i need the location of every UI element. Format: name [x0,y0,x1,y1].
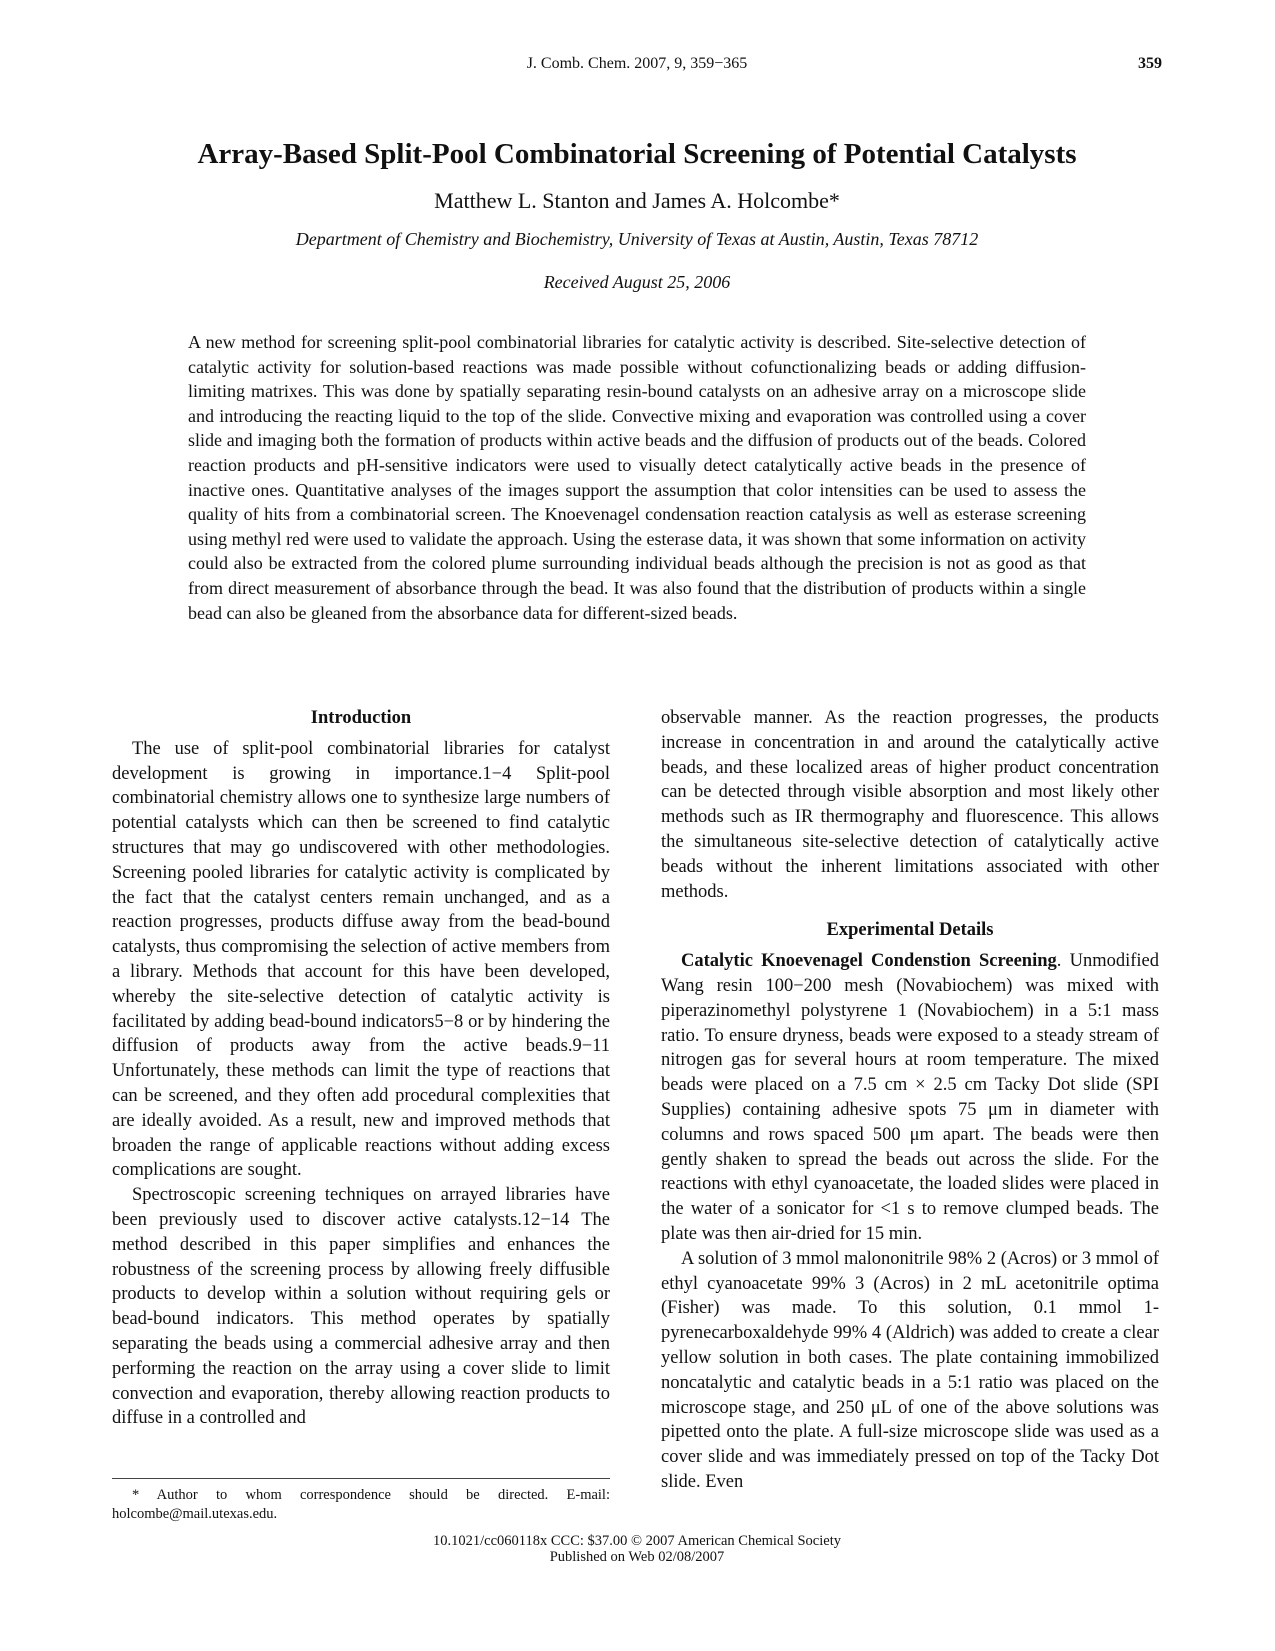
received-date: Received August 25, 2006 [543,272,731,292]
experimental-paragraph-2: A solution of 3 mmol malononitrile 98% 2 (Acros) or 3 mmol of ethyl cyanoacetate 99% 3 (Acros) in 2 mL acetonitrile optima (Fisher) was made. To this solution, 0.1 mmol 1-pyrenecarboxaldehyde 99% 4 (Aldrich) was added to create a clear yellow solution in both cases. The plate containing immobilized noncatalytic and catalytic beads in a 5:1 ratio was placed on the microscope stage, and 250 μL of one of the above solutions was pipetted onto the plate. A full-size microscope slide was used as a cover slide and was immediately pressed on top of the Tacky Dot slide. Even [661,1248,1159,1492]
introduction-paragraph-1: The use of split-pool combinatorial libraries for catalyst development is growing in importance.1−4 Split-pool combinatorial chemistry allows one to synthesize large numbers of potential catalysts which can then be screened to find catalytic structures that may go undiscovered with other methodologies. Screening pooled libraries for catalytic activity is complicated by the fact that the catalyst centers remain unchanged, and as a reaction progresses, products diffuse away from the bead-bound catalysts, thus compromising the selection of active members from a library. Methods that account for this have been developed, whereby the site-selective detection of catalytic activity is facilitated by adding bead-bound indicators5−8 or by hindering the diffusion of products away from the active beads.9−11 Unfortunately, these methods can limit the type of reactions that can be screened, and they often add procedural complexities that are ideally avoided. As a result, new and improved methods that broaden the range of applicable reactions without adding excess complications are sought. [112,738,610,1181]
article-authors: Matthew L. Stanton and James A. Holcombe* [434,188,840,213]
experimental-paragraph-1-text: . Unmodified Wang resin 100−200 mesh (Novabiochem) was mixed with piperazinomethyl polystyrene 1 (Novabiochem) in a 5:1 mass ratio. To ensure dryness, beads were exposed to a steady stream of nitrogen gas for several hours at room temperature. The mixed beads were placed on a 7.5 cm × 2.5 cm Tacky Dot slide (SPI Supplies) containing adhesive spots 75 μm in diameter with columns and rows spaced 500 μm apart. The beads were then gently shaken to spread the beads out across the slide. For the reactions with ethyl cyanoacetate, the loaded slides were placed in the water of a sonicator for <1 s to remove clumped beads. The plate was then air-dried for 15 min. [661,951,1159,1244]
journal-citation: J. Comb. Chem. 2007, 9, 359−365 [526,55,748,72]
right-column [661,706,1159,1495]
article-title: Array-Based Split-Pool Combinatorial Screening of Potential Catalysts [197,138,1077,170]
introduction-paragraph-2-continued: observable manner. As the reaction progresses, the products increase in concentration in and around the catalytically active beads, and these localized areas of higher product concentration can be detected through visible absorption and most likely other methods such as IR thermography and fluorescence. This allows the simultaneous site-selective detection of catalytically active beads without the inherent limitations associated with other methods. [661,708,1159,902]
introduction-paragraph-2: Spectroscopic screening techniques on arrayed libraries have been previously used to discover active catalysts.12−14 The method described in this paper simplifies and enhances the robustness of the screening process by allowing freely diffusible products to develop within a solution without requiring gels or bead-bound indicators. This method operates by spatially separating the beads using a commercial adhesive array and then performing the reaction on the array using a cover slide to limit convection and evaporation, thereby allowing reaction products to diffuse in a controlled and [112,1185,610,1429]
abstract: A new method for screening split-pool combinatorial libraries for catalytic activity is described. Site-selective detection of catalytic activity for solution-based reactions was made possible without cofunctionalizing beads or adding diffusion-limiting matrixes. This was done by spatially separating resin-bound catalysts on an adhesive array on a microscope slide and introducing the reacting liquid to the top of the slide. Convective mixing and evaporation was controlled using a cover slide and imaging both the formation of products within active beads and the diffusion of products out of the beads. Colored reaction products and pH-sensitive indicators were used to visually detect catalytically active beads in the presence of inactive ones. Quantitative analyses of the images support the assumption that color intensities can be used to assess the quality of hits from a combinatorial screen. The Knoevenagel condensation reaction catalysis as well as esterase screening using methyl red were used to validate the approach. Using the esterase data, it was shown that some information on activity could also be extracted from the colored plume surrounding individual beads although the precision is not as good as that from direct measurement of absorbance through the bead. It was also found that the distribution of products within a single bead can also be gleaned from the absorbance data for different-sized beads. [188,332,1086,623]
experimental-heading: Experimental Details [826,920,994,941]
publication-footer [112,1533,1162,1565]
running-head [112,55,1162,77]
doi-copyright-line: 10.1021/cc060118x CCC: $37.00 © 2007 American Chemical Society [433,1533,841,1549]
left-column [112,706,610,1431]
correspondence-footnote [112,1478,610,1523]
introduction-heading: Introduction [310,708,412,728]
experimental-run-in-heading: Catalytic Knoevenagel Condenstion Screening [681,951,1057,972]
footnote-text: * Author to whom correspondence should be directed. E-mail: holcombe@mail.utexas.edu. [112,1487,610,1522]
experimental-paragraph-1 [661,949,1159,1247]
page-number: 359 [1138,55,1162,72]
author-affiliation: Department of Chemistry and Biochemistry, University of Texas at Austin, Austin, Texas 78712 [295,229,979,249]
publication-date-line: Published on Web 02/08/2007 [549,1549,725,1565]
